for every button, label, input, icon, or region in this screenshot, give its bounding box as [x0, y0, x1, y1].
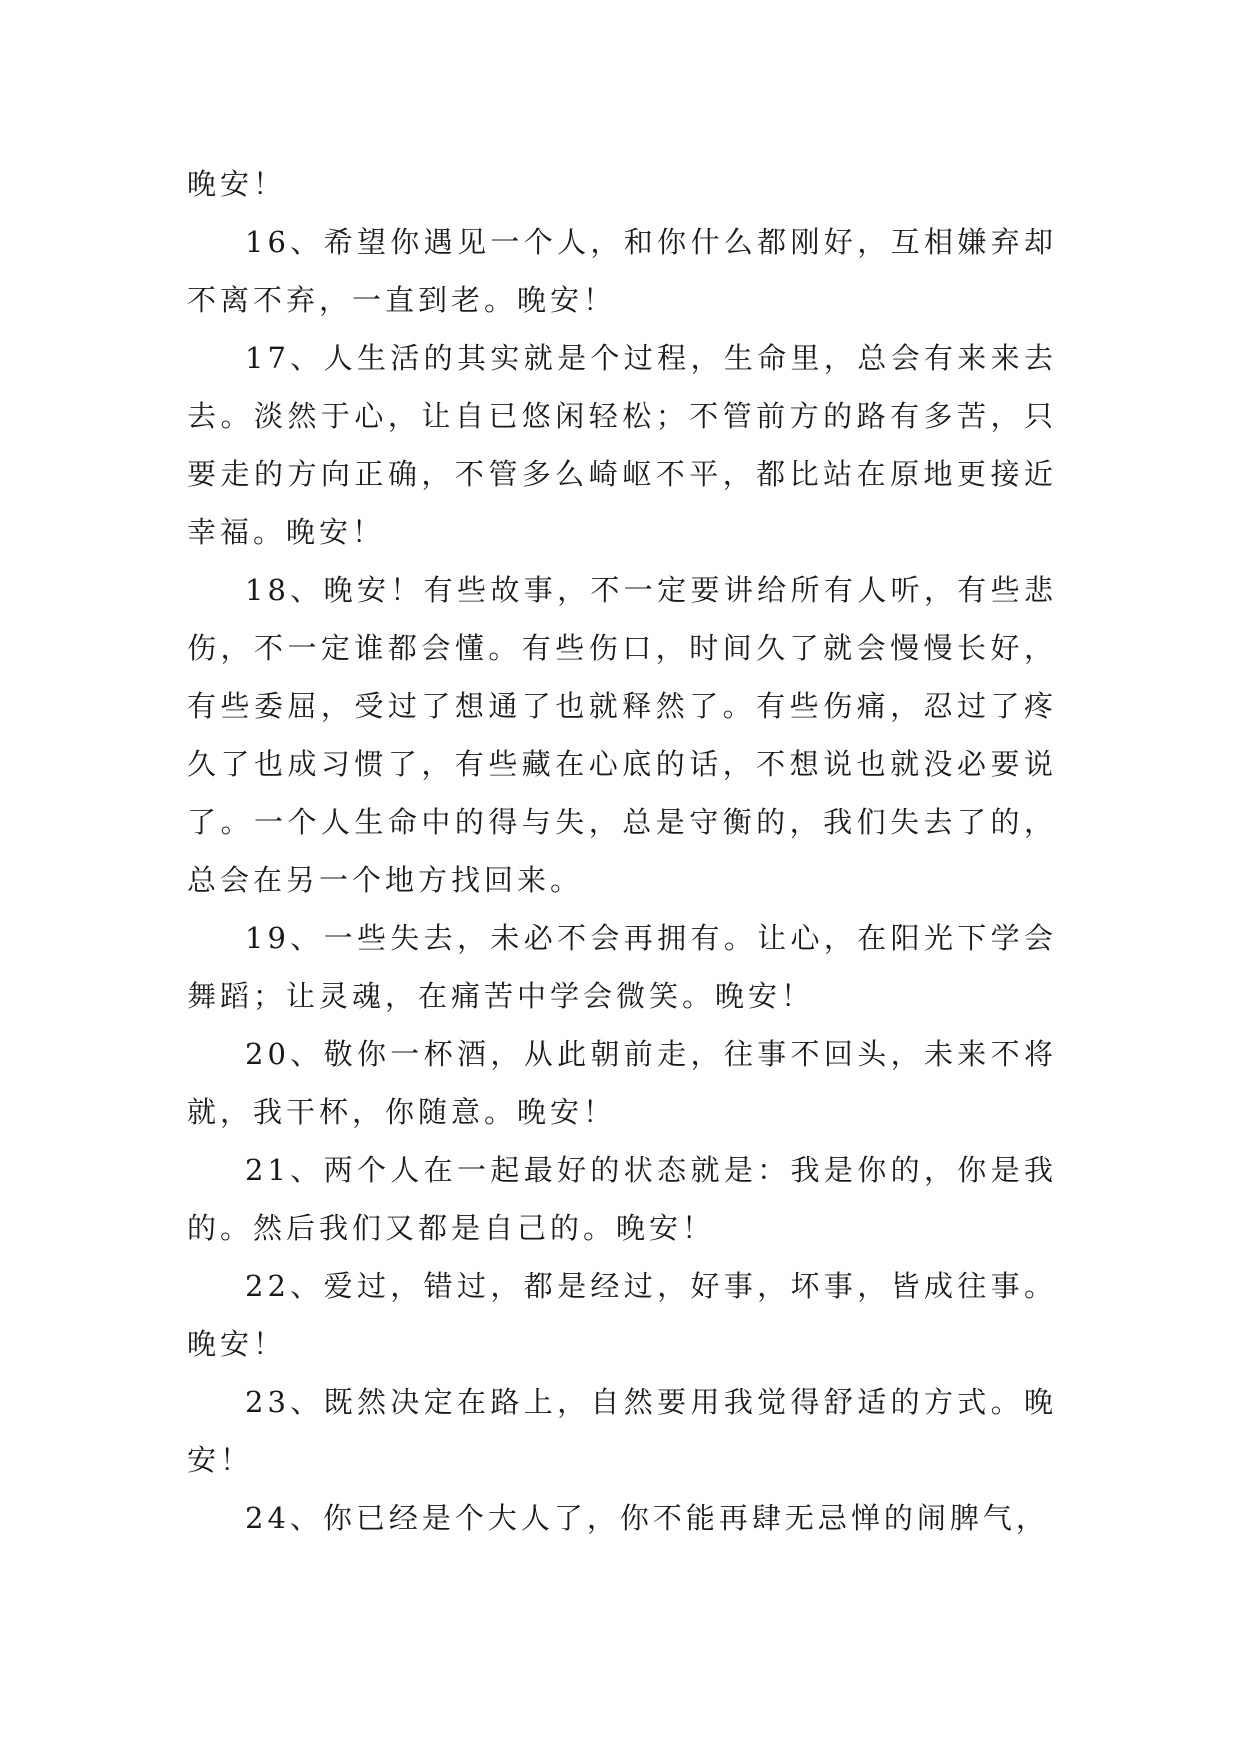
- paragraph-22: 22、爱过，错过，都是经过，好事，坏事，皆成往事。晚安！: [187, 1269, 1057, 1361]
- paragraph-16: 16、希望你遇见一个人，和你什么都刚好，互相嫌弃却不离不弃，一直到老。晚安！: [187, 225, 1057, 317]
- paragraph-23: 23、既然决定在路上，自然要用我觉得舒适的方式。晚安！: [187, 1385, 1057, 1477]
- document-body: [187, 155, 1057, 1547]
- paragraph-19: 19、一些失去，未必不会再拥有。让心，在阳光下学会舞蹈；让灵魂，在痛苦中学会微笑。晚安！: [187, 921, 1057, 1013]
- paragraph-21: 21、两个人在一起最好的状态就是：我是你的，你是我的。然后我们又都是自己的。晚安！: [187, 1153, 1057, 1245]
- paragraph-continuation: 晚安！: [187, 167, 287, 201]
- paragraph-20: 20、敬你一杯酒，从此朝前走，往事不回头，未来不将就，我干杯，你随意。晚安！: [187, 1037, 1057, 1129]
- paragraph-17: 17、人生活的其实就是个过程，生命里，总会有来来去去。淡然于心，让自已悠闲轻松；不管前方的路有多苦，只要走的方向正确，不管多么崎岖不平，都比站在原地更接近幸福。晚安！: [187, 341, 1057, 549]
- paragraph-24: 24、你已经是个大人了，你不能再肆无忌惮的闹脾气，: [245, 1501, 1049, 1535]
- paragraph-18: 18、晚安！有些故事，不一定要讲给所有人听，有些悲伤，不一定谁都会懂。有些伤口，时间久了就会慢慢长好，有些委屈，受过了想通了也就释然了。有些伤痛，忍过了疼久了也成习惯了，有些藏在心底的话，不想说也就没必要说了。一个人生命中的得与失，总是守衡的，我们失去了的，总会在另一个地方找回来。: [187, 573, 1057, 897]
